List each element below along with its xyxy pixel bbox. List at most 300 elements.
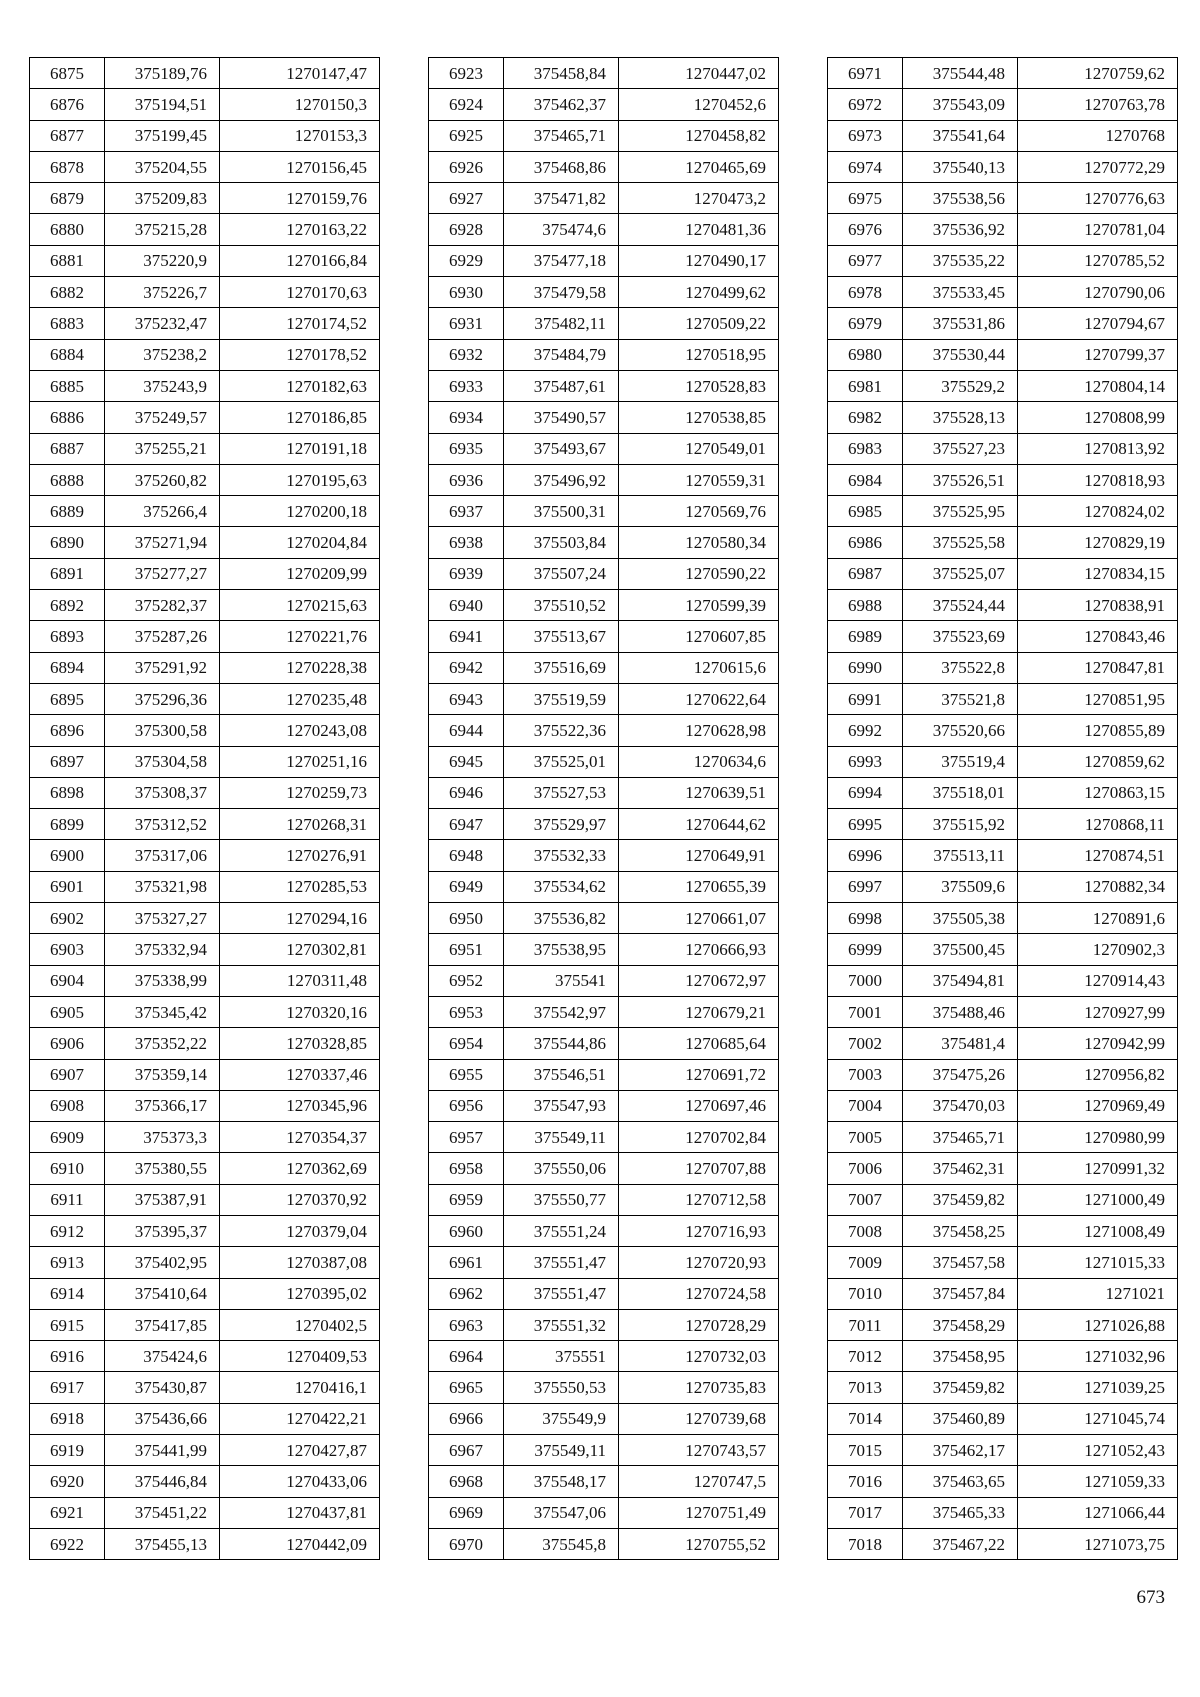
y-coordinate-cell: 1270437,81	[220, 1497, 380, 1528]
x-coordinate-cell: 375513,67	[504, 621, 619, 652]
x-coordinate-cell: 375544,86	[504, 1028, 619, 1059]
y-coordinate-cell: 1270607,85	[619, 621, 779, 652]
table-row	[429, 934, 779, 965]
table-row	[828, 1122, 1178, 1153]
y-coordinate-cell: 1270980,99	[1018, 1122, 1178, 1153]
x-coordinate-cell: 375546,51	[504, 1059, 619, 1090]
point-number-cell: 6972	[828, 89, 903, 120]
y-coordinate-cell: 1270215,63	[220, 590, 380, 621]
point-number-cell: 6934	[429, 402, 504, 433]
y-coordinate-cell: 1270395,02	[220, 1278, 380, 1309]
table-row	[429, 527, 779, 558]
y-coordinate-cell: 1270763,78	[1018, 89, 1178, 120]
table-row	[30, 214, 380, 245]
x-coordinate-cell: 375522,8	[903, 652, 1018, 683]
y-coordinate-cell: 1270465,69	[619, 151, 779, 182]
y-coordinate-cell: 1270549,01	[619, 433, 779, 464]
x-coordinate-cell: 375525,95	[903, 496, 1018, 527]
x-coordinate-cell: 375451,22	[105, 1497, 220, 1528]
x-coordinate-cell: 375430,87	[105, 1372, 220, 1403]
x-coordinate-cell: 375373,3	[105, 1122, 220, 1153]
point-number-cell: 6943	[429, 683, 504, 714]
y-coordinate-cell: 1271066,44	[1018, 1497, 1178, 1528]
y-coordinate-cell: 1270874,51	[1018, 840, 1178, 871]
y-coordinate-cell: 1270772,29	[1018, 151, 1178, 182]
y-coordinate-cell: 1270402,5	[220, 1309, 380, 1340]
y-coordinate-cell: 1271032,96	[1018, 1341, 1178, 1372]
x-coordinate-cell: 375510,52	[504, 590, 619, 621]
table-row	[30, 903, 380, 934]
x-coordinate-cell: 375410,64	[105, 1278, 220, 1309]
point-number-cell: 6912	[30, 1215, 105, 1246]
y-coordinate-cell: 1270427,87	[220, 1435, 380, 1466]
table-row	[828, 777, 1178, 808]
y-coordinate-cell: 1270370,92	[220, 1184, 380, 1215]
point-number-cell: 6951	[429, 934, 504, 965]
point-number-cell: 6879	[30, 183, 105, 214]
x-coordinate-cell: 375446,84	[105, 1466, 220, 1497]
point-number-cell: 6881	[30, 245, 105, 276]
x-coordinate-cell: 375243,9	[105, 370, 220, 401]
point-number-cell: 6993	[828, 746, 903, 777]
table-row	[30, 777, 380, 808]
x-coordinate-cell: 375458,84	[504, 58, 619, 89]
table-row	[828, 1435, 1178, 1466]
x-coordinate-cell: 375525,01	[504, 746, 619, 777]
point-number-cell: 6999	[828, 934, 903, 965]
table-row	[828, 1184, 1178, 1215]
x-coordinate-cell: 375507,24	[504, 558, 619, 589]
y-coordinate-cell: 1270712,58	[619, 1184, 779, 1215]
y-coordinate-cell: 1270679,21	[619, 996, 779, 1027]
point-number-cell: 6998	[828, 903, 903, 934]
table-row	[828, 746, 1178, 777]
x-coordinate-cell: 375455,13	[105, 1528, 220, 1559]
point-number-cell: 6950	[429, 903, 504, 934]
y-coordinate-cell: 1270685,64	[619, 1028, 779, 1059]
point-number-cell: 6944	[429, 715, 504, 746]
point-number-cell: 7011	[828, 1309, 903, 1340]
table-row	[30, 1466, 380, 1497]
y-coordinate-cell: 1271045,74	[1018, 1403, 1178, 1434]
point-number-cell: 6903	[30, 934, 105, 965]
y-coordinate-cell: 1270794,67	[1018, 308, 1178, 339]
point-number-cell: 6924	[429, 89, 504, 120]
y-coordinate-cell: 1270804,14	[1018, 370, 1178, 401]
table-row	[30, 370, 380, 401]
x-coordinate-cell: 375538,56	[903, 183, 1018, 214]
table-row	[30, 58, 380, 89]
point-number-cell: 6911	[30, 1184, 105, 1215]
y-coordinate-cell: 1270956,82	[1018, 1059, 1178, 1090]
x-coordinate-cell: 375540,13	[903, 151, 1018, 182]
y-coordinate-cell: 1270159,76	[220, 183, 380, 214]
x-coordinate-cell: 375468,86	[504, 151, 619, 182]
point-number-cell: 6896	[30, 715, 105, 746]
y-coordinate-cell: 1270776,63	[1018, 183, 1178, 214]
y-coordinate-cell: 1270732,03	[619, 1341, 779, 1372]
table-row	[429, 652, 779, 683]
table-row	[429, 183, 779, 214]
y-coordinate-cell: 1270622,64	[619, 683, 779, 714]
table-row	[30, 1278, 380, 1309]
y-coordinate-cell: 1270655,39	[619, 871, 779, 902]
table-row	[30, 1090, 380, 1121]
table-row	[828, 1090, 1178, 1121]
point-number-cell: 6898	[30, 777, 105, 808]
point-number-cell: 6920	[30, 1466, 105, 1497]
point-number-cell: 6946	[429, 777, 504, 808]
point-number-cell: 6885	[30, 370, 105, 401]
point-number-cell: 6958	[429, 1153, 504, 1184]
y-coordinate-cell: 1270942,99	[1018, 1028, 1178, 1059]
point-number-cell: 7005	[828, 1122, 903, 1153]
point-number-cell: 7014	[828, 1403, 903, 1434]
table-row	[828, 308, 1178, 339]
y-coordinate-cell: 1270580,34	[619, 527, 779, 558]
point-number-cell: 6982	[828, 402, 903, 433]
x-coordinate-cell: 375226,7	[105, 277, 220, 308]
y-coordinate-cell: 1270559,31	[619, 464, 779, 495]
x-coordinate-cell: 375531,86	[903, 308, 1018, 339]
y-coordinate-cell: 1270447,02	[619, 58, 779, 89]
y-coordinate-cell: 1270509,22	[619, 308, 779, 339]
point-number-cell: 7001	[828, 996, 903, 1027]
y-coordinate-cell: 1270790,06	[1018, 277, 1178, 308]
y-coordinate-cell: 1270808,99	[1018, 402, 1178, 433]
table-row	[828, 621, 1178, 652]
table-row	[828, 558, 1178, 589]
table-row	[828, 277, 1178, 308]
table-row	[429, 1059, 779, 1090]
table-row	[429, 1403, 779, 1434]
y-coordinate-cell: 1270174,52	[220, 308, 380, 339]
point-number-cell: 6918	[30, 1403, 105, 1434]
point-number-cell: 6929	[429, 245, 504, 276]
x-coordinate-cell: 375547,06	[504, 1497, 619, 1528]
x-coordinate-cell: 375338,99	[105, 965, 220, 996]
y-coordinate-cell: 1270209,99	[220, 558, 380, 589]
table-row	[429, 1090, 779, 1121]
table-row	[828, 1309, 1178, 1340]
table-row	[429, 1372, 779, 1403]
table-row	[828, 58, 1178, 89]
x-coordinate-cell: 375467,22	[903, 1528, 1018, 1559]
x-coordinate-cell: 375519,59	[504, 683, 619, 714]
point-number-cell: 6904	[30, 965, 105, 996]
y-coordinate-cell: 1270855,89	[1018, 715, 1178, 746]
table-row	[30, 1059, 380, 1090]
table-row	[828, 527, 1178, 558]
x-coordinate-cell: 375500,45	[903, 934, 1018, 965]
table-row	[30, 402, 380, 433]
y-coordinate-cell: 1270991,32	[1018, 1153, 1178, 1184]
x-coordinate-cell: 375291,92	[105, 652, 220, 683]
x-coordinate-cell: 375470,03	[903, 1090, 1018, 1121]
point-number-cell: 6991	[828, 683, 903, 714]
x-coordinate-cell: 375549,11	[504, 1435, 619, 1466]
x-coordinate-cell: 375462,37	[504, 89, 619, 120]
x-coordinate-cell: 375500,31	[504, 496, 619, 527]
table-row	[429, 120, 779, 151]
table-row	[828, 120, 1178, 151]
point-number-cell: 7007	[828, 1184, 903, 1215]
x-coordinate-cell: 375460,89	[903, 1403, 1018, 1434]
point-number-cell: 6905	[30, 996, 105, 1027]
point-number-cell: 6970	[429, 1528, 504, 1559]
point-number-cell: 6922	[30, 1528, 105, 1559]
point-number-cell: 6992	[828, 715, 903, 746]
table-row	[30, 1215, 380, 1246]
point-number-cell: 6897	[30, 746, 105, 777]
table-row	[429, 370, 779, 401]
x-coordinate-cell: 375345,42	[105, 996, 220, 1027]
point-number-cell: 6875	[30, 58, 105, 89]
point-number-cell: 6959	[429, 1184, 504, 1215]
x-coordinate-cell: 375220,9	[105, 245, 220, 276]
x-coordinate-cell: 375282,37	[105, 590, 220, 621]
table-row	[30, 527, 380, 558]
point-number-cell: 6977	[828, 245, 903, 276]
table-row	[828, 89, 1178, 120]
table-row	[429, 245, 779, 276]
point-number-cell: 6960	[429, 1215, 504, 1246]
x-coordinate-cell: 375494,81	[903, 965, 1018, 996]
y-coordinate-cell: 1270243,08	[220, 715, 380, 746]
table-row	[30, 1247, 380, 1278]
x-coordinate-cell: 375551,24	[504, 1215, 619, 1246]
table-row	[429, 214, 779, 245]
point-number-cell: 6899	[30, 809, 105, 840]
x-coordinate-cell: 375458,25	[903, 1215, 1018, 1246]
y-coordinate-cell: 1270228,38	[220, 652, 380, 683]
point-number-cell: 6909	[30, 1122, 105, 1153]
table-row	[429, 903, 779, 934]
y-coordinate-cell: 1270345,96	[220, 1090, 380, 1121]
y-coordinate-cell: 1270147,47	[220, 58, 380, 89]
x-coordinate-cell: 375462,17	[903, 1435, 1018, 1466]
table-row	[828, 1028, 1178, 1059]
x-coordinate-cell: 375277,27	[105, 558, 220, 589]
x-coordinate-cell: 375532,33	[504, 840, 619, 871]
point-number-cell: 6968	[429, 1466, 504, 1497]
table-row	[30, 339, 380, 370]
table-row	[828, 996, 1178, 1027]
x-coordinate-cell: 375209,83	[105, 183, 220, 214]
table-row	[429, 871, 779, 902]
x-coordinate-cell: 375527,53	[504, 777, 619, 808]
x-coordinate-cell: 375493,67	[504, 433, 619, 464]
point-number-cell: 6888	[30, 464, 105, 495]
y-coordinate-cell: 1270276,91	[220, 840, 380, 871]
x-coordinate-cell: 375542,97	[504, 996, 619, 1027]
table-row	[30, 871, 380, 902]
point-number-cell: 7017	[828, 1497, 903, 1528]
point-number-cell: 6935	[429, 433, 504, 464]
point-number-cell: 6942	[429, 652, 504, 683]
table-row	[30, 715, 380, 746]
y-coordinate-cell: 1270724,58	[619, 1278, 779, 1309]
x-coordinate-cell: 375522,36	[504, 715, 619, 746]
x-coordinate-cell: 375194,51	[105, 89, 220, 120]
table-row	[30, 151, 380, 182]
table-row	[828, 433, 1178, 464]
x-coordinate-cell: 375465,33	[903, 1497, 1018, 1528]
point-number-cell: 7013	[828, 1372, 903, 1403]
table-row	[828, 1278, 1178, 1309]
x-coordinate-cell: 375551,32	[504, 1309, 619, 1340]
x-coordinate-cell: 375424,6	[105, 1341, 220, 1372]
table-row	[30, 308, 380, 339]
x-coordinate-cell: 375487,61	[504, 370, 619, 401]
table-row	[828, 1466, 1178, 1497]
x-coordinate-cell: 375513,11	[903, 840, 1018, 871]
point-number-cell: 6964	[429, 1341, 504, 1372]
x-coordinate-cell: 375457,58	[903, 1247, 1018, 1278]
y-coordinate-cell: 1270387,08	[220, 1247, 380, 1278]
x-coordinate-cell: 375515,92	[903, 809, 1018, 840]
point-number-cell: 6895	[30, 683, 105, 714]
y-coordinate-cell: 1270735,83	[619, 1372, 779, 1403]
x-coordinate-cell: 375525,07	[903, 558, 1018, 589]
point-number-cell: 6956	[429, 1090, 504, 1121]
x-coordinate-cell: 375516,69	[504, 652, 619, 683]
point-number-cell: 6974	[828, 151, 903, 182]
x-coordinate-cell: 375457,84	[903, 1278, 1018, 1309]
point-number-cell: 6979	[828, 308, 903, 339]
point-number-cell: 6882	[30, 277, 105, 308]
x-coordinate-cell: 375380,55	[105, 1153, 220, 1184]
point-number-cell: 6953	[429, 996, 504, 1027]
y-coordinate-cell: 1270615,6	[619, 652, 779, 683]
page-number: 673	[1136, 1587, 1165, 1608]
x-coordinate-cell: 375477,18	[504, 245, 619, 276]
point-number-cell: 6989	[828, 621, 903, 652]
table-row	[429, 151, 779, 182]
table-row	[429, 1247, 779, 1278]
point-number-cell: 7009	[828, 1247, 903, 1278]
table-row	[429, 496, 779, 527]
point-number-cell: 6889	[30, 496, 105, 527]
table-row	[828, 151, 1178, 182]
y-coordinate-cell: 1271026,88	[1018, 1309, 1178, 1340]
point-number-cell: 6962	[429, 1278, 504, 1309]
point-number-cell: 6915	[30, 1309, 105, 1340]
point-number-cell: 6914	[30, 1278, 105, 1309]
point-number-cell: 6910	[30, 1153, 105, 1184]
y-coordinate-cell: 1270569,76	[619, 496, 779, 527]
table-row	[429, 277, 779, 308]
y-coordinate-cell: 1270302,81	[220, 934, 380, 965]
y-coordinate-cell: 1271052,43	[1018, 1435, 1178, 1466]
y-coordinate-cell: 1270969,49	[1018, 1090, 1178, 1121]
y-coordinate-cell: 1270628,98	[619, 715, 779, 746]
table-row	[828, 402, 1178, 433]
point-number-cell: 6921	[30, 1497, 105, 1528]
x-coordinate-cell: 375547,93	[504, 1090, 619, 1121]
y-coordinate-cell: 1270666,93	[619, 934, 779, 965]
x-coordinate-cell: 375482,11	[504, 308, 619, 339]
table-row	[429, 433, 779, 464]
y-coordinate-cell: 1270156,45	[220, 151, 380, 182]
point-number-cell: 6878	[30, 151, 105, 182]
x-coordinate-cell: 375458,29	[903, 1309, 1018, 1340]
table-row	[828, 1341, 1178, 1372]
y-coordinate-cell: 1270649,91	[619, 840, 779, 871]
y-coordinate-cell: 1270490,17	[619, 245, 779, 276]
x-coordinate-cell: 375544,48	[903, 58, 1018, 89]
point-number-cell: 6985	[828, 496, 903, 527]
y-coordinate-cell: 1271021	[1018, 1278, 1178, 1309]
y-coordinate-cell: 1270768	[1018, 120, 1178, 151]
point-number-cell: 6973	[828, 120, 903, 151]
table-row	[429, 621, 779, 652]
table-row	[828, 934, 1178, 965]
point-number-cell: 6996	[828, 840, 903, 871]
x-coordinate-cell: 375550,77	[504, 1184, 619, 1215]
table-row	[30, 683, 380, 714]
table-row	[429, 715, 779, 746]
point-number-cell: 6978	[828, 277, 903, 308]
y-coordinate-cell: 1270481,36	[619, 214, 779, 245]
y-coordinate-cell: 1270166,84	[220, 245, 380, 276]
y-coordinate-cell: 1270354,37	[220, 1122, 380, 1153]
y-coordinate-cell: 1270863,15	[1018, 777, 1178, 808]
table-row	[828, 840, 1178, 871]
y-coordinate-cell: 1270163,22	[220, 214, 380, 245]
x-coordinate-cell: 375481,4	[903, 1028, 1018, 1059]
table-row	[30, 1309, 380, 1340]
table-row	[429, 1153, 779, 1184]
y-coordinate-cell: 1270644,62	[619, 809, 779, 840]
table-row	[30, 464, 380, 495]
x-coordinate-cell: 375538,95	[504, 934, 619, 965]
table-row	[828, 1059, 1178, 1090]
x-coordinate-cell: 375465,71	[903, 1122, 1018, 1153]
table-row	[429, 1341, 779, 1372]
table-row	[429, 683, 779, 714]
y-coordinate-cell: 1270442,09	[220, 1528, 380, 1559]
point-number-cell: 6963	[429, 1309, 504, 1340]
x-coordinate-cell: 375519,4	[903, 746, 1018, 777]
x-coordinate-cell: 375520,66	[903, 715, 1018, 746]
table-row	[30, 1372, 380, 1403]
point-number-cell: 6906	[30, 1028, 105, 1059]
table-row	[429, 339, 779, 370]
x-coordinate-cell: 375463,65	[903, 1466, 1018, 1497]
point-number-cell: 6948	[429, 840, 504, 871]
y-coordinate-cell: 1270473,2	[619, 183, 779, 214]
x-coordinate-cell: 375296,36	[105, 683, 220, 714]
y-coordinate-cell: 1270851,95	[1018, 683, 1178, 714]
table-row	[828, 183, 1178, 214]
point-number-cell: 6877	[30, 120, 105, 151]
point-number-cell: 6907	[30, 1059, 105, 1090]
y-coordinate-cell: 1270728,29	[619, 1309, 779, 1340]
point-number-cell: 7018	[828, 1528, 903, 1559]
x-coordinate-cell: 375465,71	[504, 120, 619, 151]
coordinate-table-2	[428, 57, 779, 1560]
table-row	[30, 934, 380, 965]
x-coordinate-cell: 375204,55	[105, 151, 220, 182]
table-row	[828, 1372, 1178, 1403]
y-coordinate-cell: 1270599,39	[619, 590, 779, 621]
x-coordinate-cell: 375505,38	[903, 903, 1018, 934]
point-number-cell: 7002	[828, 1028, 903, 1059]
table-row	[429, 996, 779, 1027]
y-coordinate-cell: 1270518,95	[619, 339, 779, 370]
x-coordinate-cell: 375359,14	[105, 1059, 220, 1090]
